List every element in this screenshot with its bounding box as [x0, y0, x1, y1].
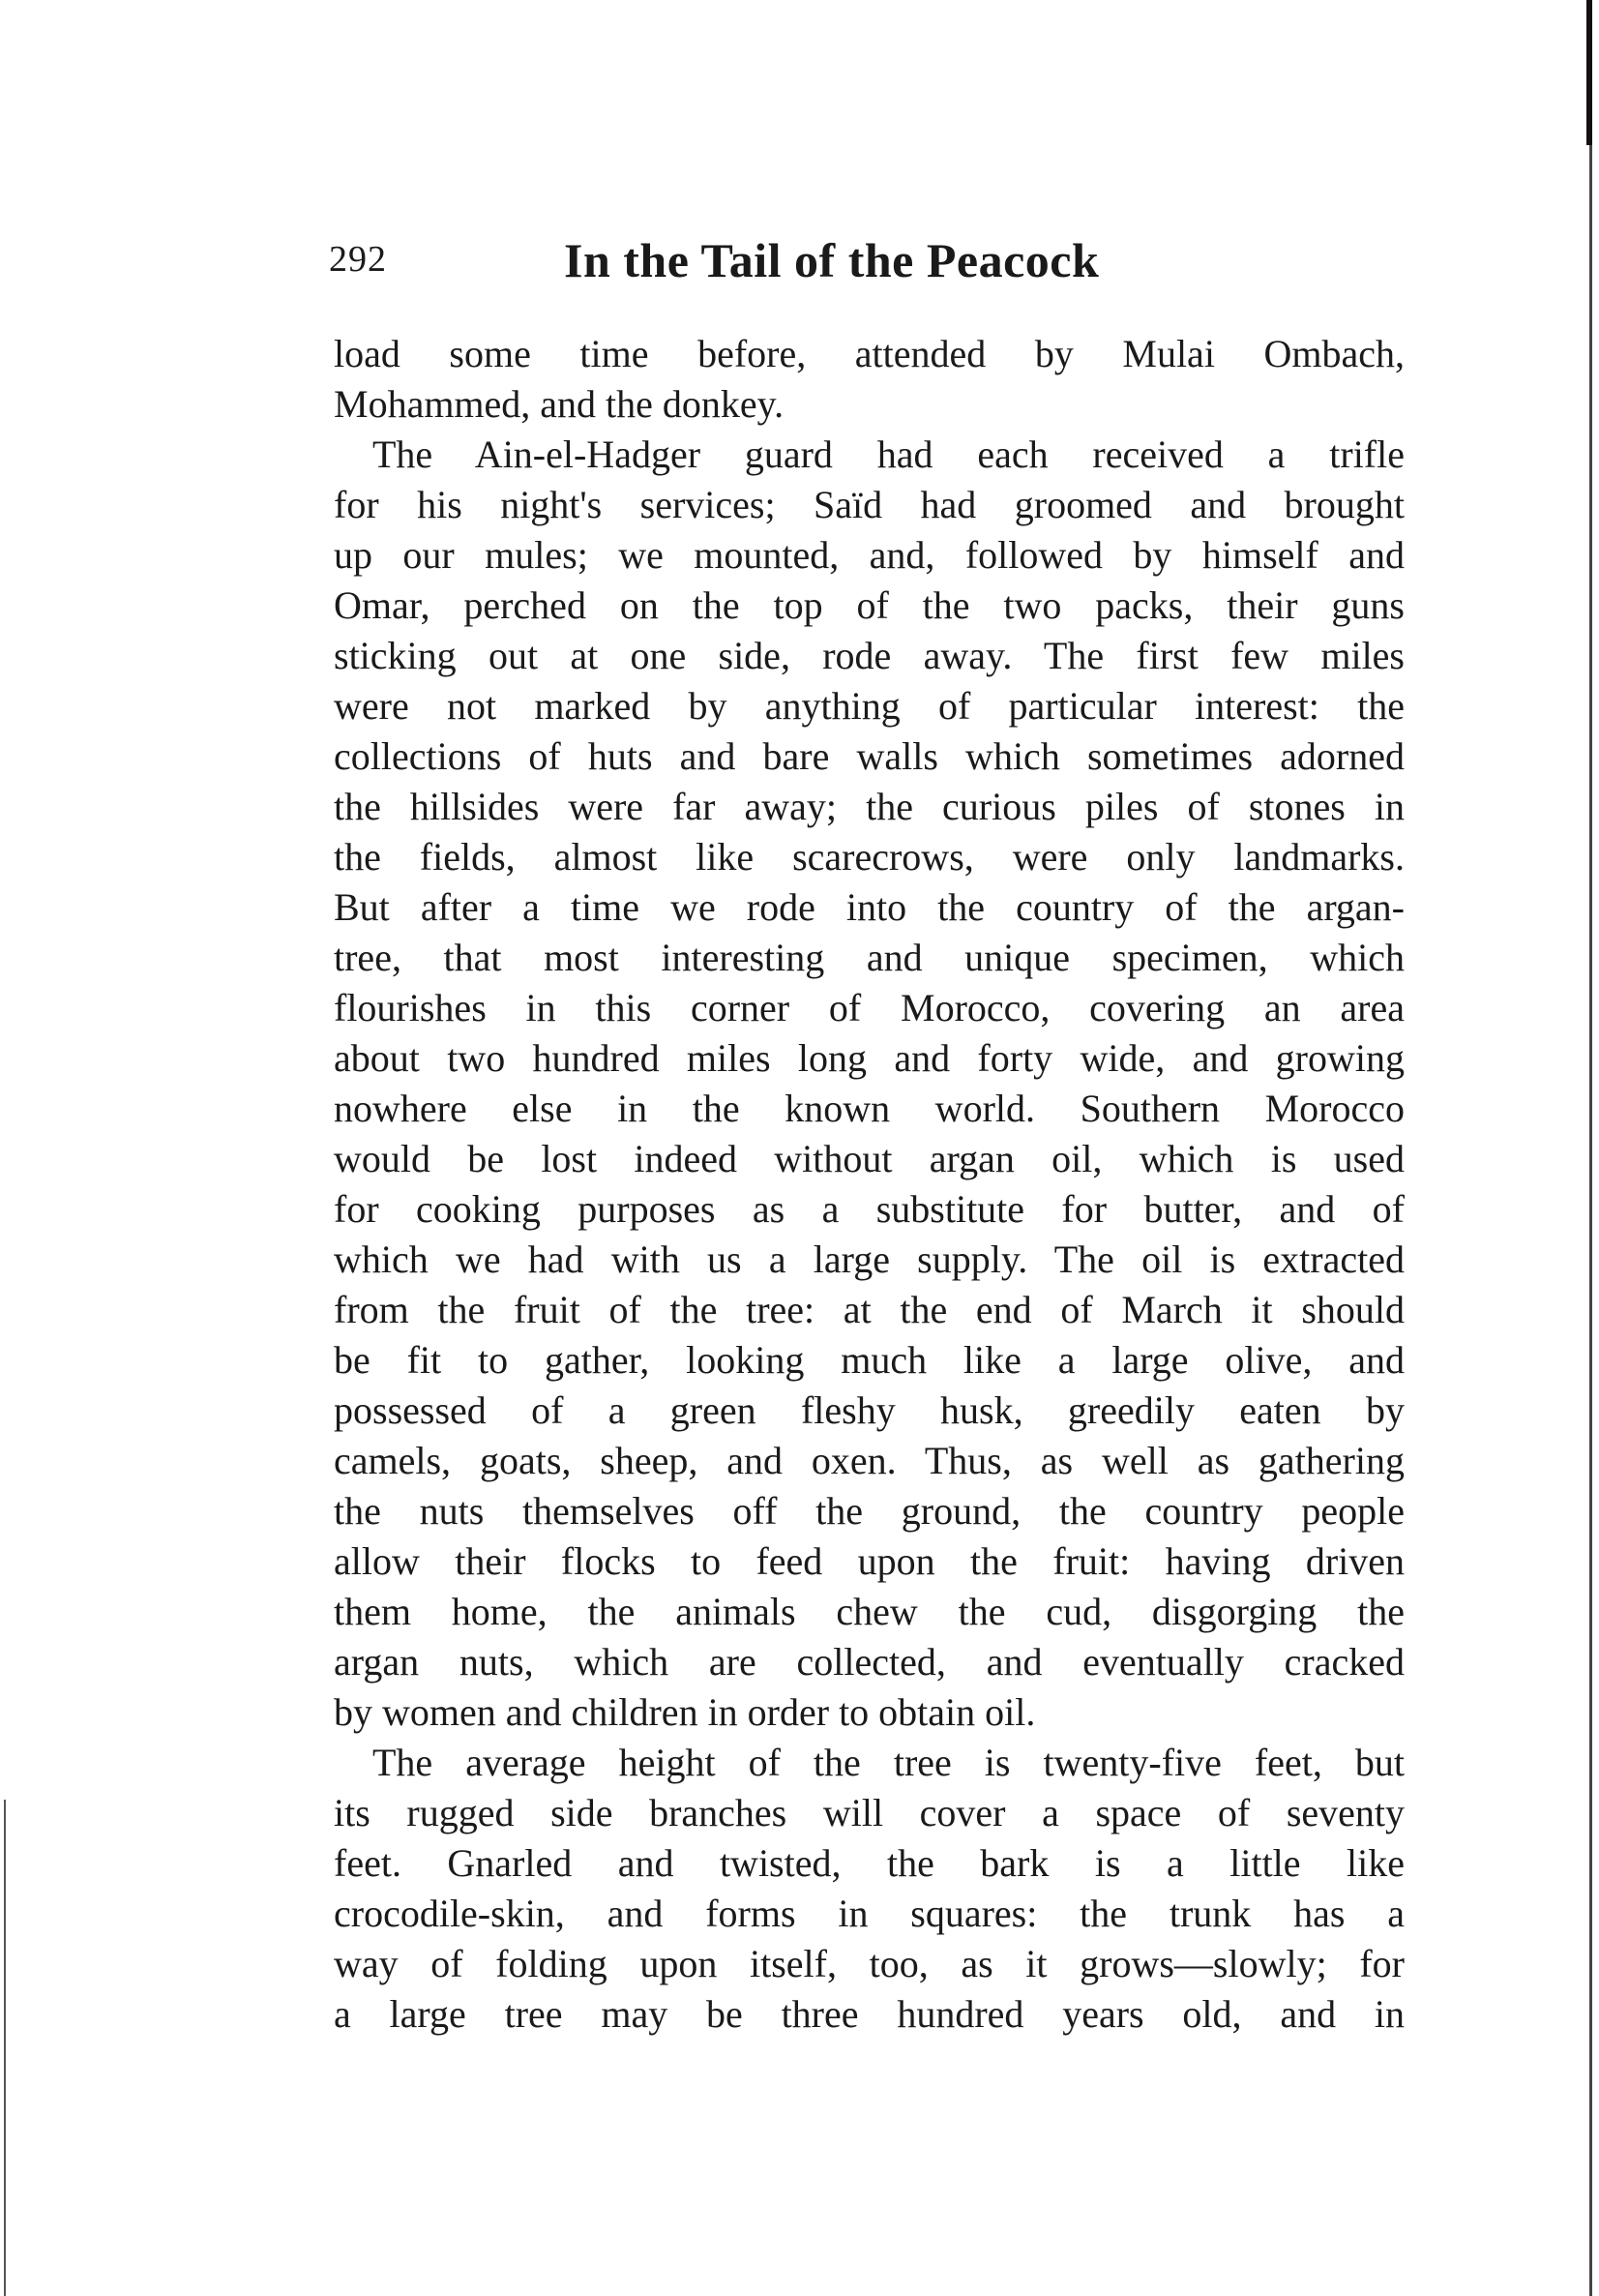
- text-line: way of folding upon itself, too, as it grows—slowly; for: [334, 1942, 1405, 1985]
- text-line: by women and children in order to obtain oil.: [334, 1690, 1036, 1734]
- text-line: load some time before, attended by Mulai Ombach,: [334, 332, 1405, 375]
- running-title: In the Tail of the Peacock: [564, 233, 1100, 287]
- text-line: flourishes in this corner of Morocco, covering an area: [334, 986, 1405, 1029]
- page-edge-right: [1589, 0, 1592, 2296]
- text-line: crocodile-skin, and forms in squares: the trunk has a: [334, 1892, 1405, 1935]
- text-line: would be lost indeed without argan oil, which is used: [334, 1137, 1405, 1180]
- text-line: be fit to gather, looking much like a large olive, and: [334, 1338, 1405, 1382]
- running-header: [329, 232, 1405, 290]
- text-line: were not marked by anything of particular interest: the: [334, 684, 1405, 728]
- text-line: for cooking purposes as a substitute for butter, and of: [334, 1187, 1405, 1231]
- text-line: Omar, perched on the top of the two packs, their guns: [334, 583, 1405, 627]
- text-line: The average height of the tree is twenty-five feet, but: [372, 1741, 1405, 1784]
- text-line: Mohammed, and the donkey.: [334, 382, 785, 426]
- paragraph: [334, 329, 1405, 430]
- body-text: [334, 329, 1405, 2040]
- text-line: about two hundred miles long and forty wide, and growing: [334, 1036, 1405, 1080]
- page-edge-left: [4, 1800, 6, 2296]
- text-line: for his night's services; Saïd had groomed and brought: [334, 483, 1405, 526]
- text-line: The Ain-el-Hadger guard had each received a trifle: [372, 432, 1405, 476]
- text-line: argan nuts, which are collected, and eventually cracked: [334, 1640, 1405, 1684]
- paragraph: [334, 1738, 1405, 2040]
- page-edge-right-shadow: [1586, 0, 1592, 145]
- text-line: tree, that most interesting and unique specimen, which: [334, 936, 1405, 979]
- text-line: its rugged side branches will cover a space of seventy: [334, 1791, 1405, 1834]
- page-number: 292: [329, 239, 387, 280]
- text-line: nowhere else in the known world. Southern Morocco: [334, 1087, 1405, 1130]
- text-line: them home, the animals chew the cud, disgorging the: [334, 1590, 1405, 1633]
- text-line: the nuts themselves off the ground, the country people: [334, 1489, 1405, 1533]
- text-line: from the fruit of the tree: at the end of March it should: [334, 1288, 1405, 1331]
- text-line: up our mules; we mounted, and, followed by himself and: [334, 533, 1405, 577]
- text-line: camels, goats, sheep, and oxen. Thus, as well as gathering: [334, 1439, 1405, 1482]
- text-line: sticking out at one side, rode away. The first few miles: [334, 634, 1405, 677]
- text-line: possessed of a green fleshy husk, greedily eaten by: [334, 1388, 1405, 1432]
- text-line: which we had with us a large supply. The oil is extracted: [334, 1237, 1405, 1281]
- text-line: the fields, almost like scarecrows, were only landmarks.: [334, 835, 1405, 879]
- text-line: allow their flocks to feed upon the fruit: having driven: [334, 1539, 1405, 1583]
- text-line: feet. Gnarled and twisted, the bark is a little like: [334, 1841, 1405, 1885]
- paragraph: [334, 430, 1405, 1738]
- text-line: But after a time we rode into the country of the argan-: [334, 885, 1405, 929]
- text-line: collections of huts and bare walls which sometimes adorned: [334, 734, 1405, 778]
- text-line: a large tree may be three hundred years old, and in: [334, 1992, 1405, 2036]
- text-line: the hillsides were far away; the curious piles of stones in: [334, 785, 1405, 828]
